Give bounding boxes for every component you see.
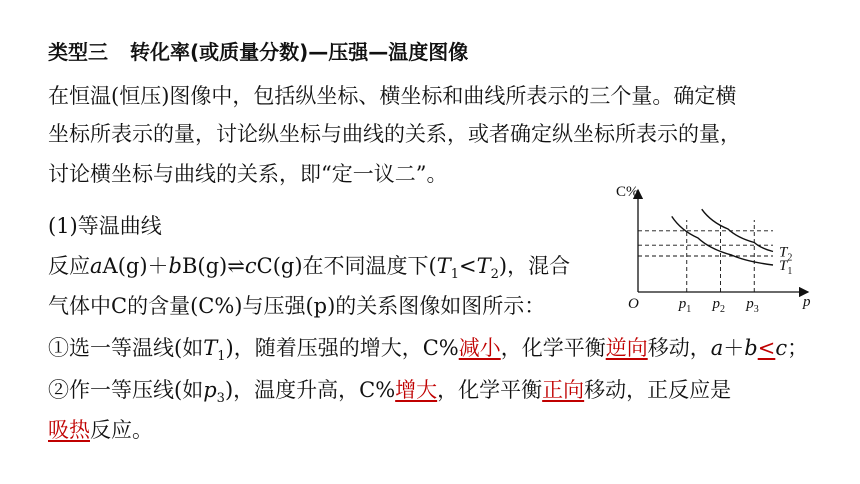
answer-decrease: 减小 <box>458 336 501 360</box>
title-main: 转化率(或质量分数)—压强—温度图像 <box>130 40 469 64</box>
intro-line-2: 坐标所表示的量，讨论纵坐标与曲线的关系，或者确定纵坐标所表示的量， <box>48 122 741 146</box>
c-pressure-chart <box>610 176 830 316</box>
point-2: ②作一等压线(如$p_3$)，温度升高，C%增大，化学平衡正向移动，正反应是 <box>48 378 732 407</box>
y-axis-label: C% <box>616 184 639 200</box>
answer-forward: 正向 <box>542 378 585 402</box>
section1-heading: (1)等温曲线 <box>48 214 162 238</box>
title-prefix: 类型三 <box>48 40 108 64</box>
origin-label: O <box>628 296 639 312</box>
x-axis-label: p <box>803 294 811 310</box>
answer-reverse: 逆向 <box>605 336 648 360</box>
equilibrium-arrow: ⇌ <box>227 254 245 278</box>
point-2-cont: 吸热反应。 <box>48 418 153 442</box>
answer-increase: 增大 <box>395 378 438 402</box>
x-tick-p3: $p_3$ <box>746 296 759 315</box>
guide-lines <box>638 220 773 292</box>
curves <box>672 209 793 277</box>
intro-line-1: 在恒温(恒压)图像中，包括纵坐标、横坐标和曲线所表示的三个量。确定横 <box>48 84 737 108</box>
reaction-line-1: 反应aA(g)＋bB(g)⇌cC(g)在不同温度下$(T_1<T_2)$，混合 <box>48 254 571 283</box>
reaction-line-2: 气体中C的含量(C%)与压强(p)的关系图像如图所示： <box>48 294 546 318</box>
x-tick-p1: $p_1$ <box>678 296 692 315</box>
series-label-T2: $T_2$ <box>779 244 793 264</box>
intro-line-3: 讨论横坐标与曲线的关系，即“定一议二”。 <box>48 162 448 186</box>
answer-endothermic: 吸热 <box>48 418 90 442</box>
section-title <box>48 36 468 65</box>
answer-less-than: < <box>757 336 776 360</box>
x-tick-p2: $p_2$ <box>712 296 725 315</box>
point-1: ①选一等温线(如$T_1$)，随着压强的增大，C%减小，化学平衡逆向移动，a＋b<c； <box>48 336 809 365</box>
series-label-T1: $T_1$ <box>779 258 793 277</box>
x-tick-labels <box>678 296 759 315</box>
